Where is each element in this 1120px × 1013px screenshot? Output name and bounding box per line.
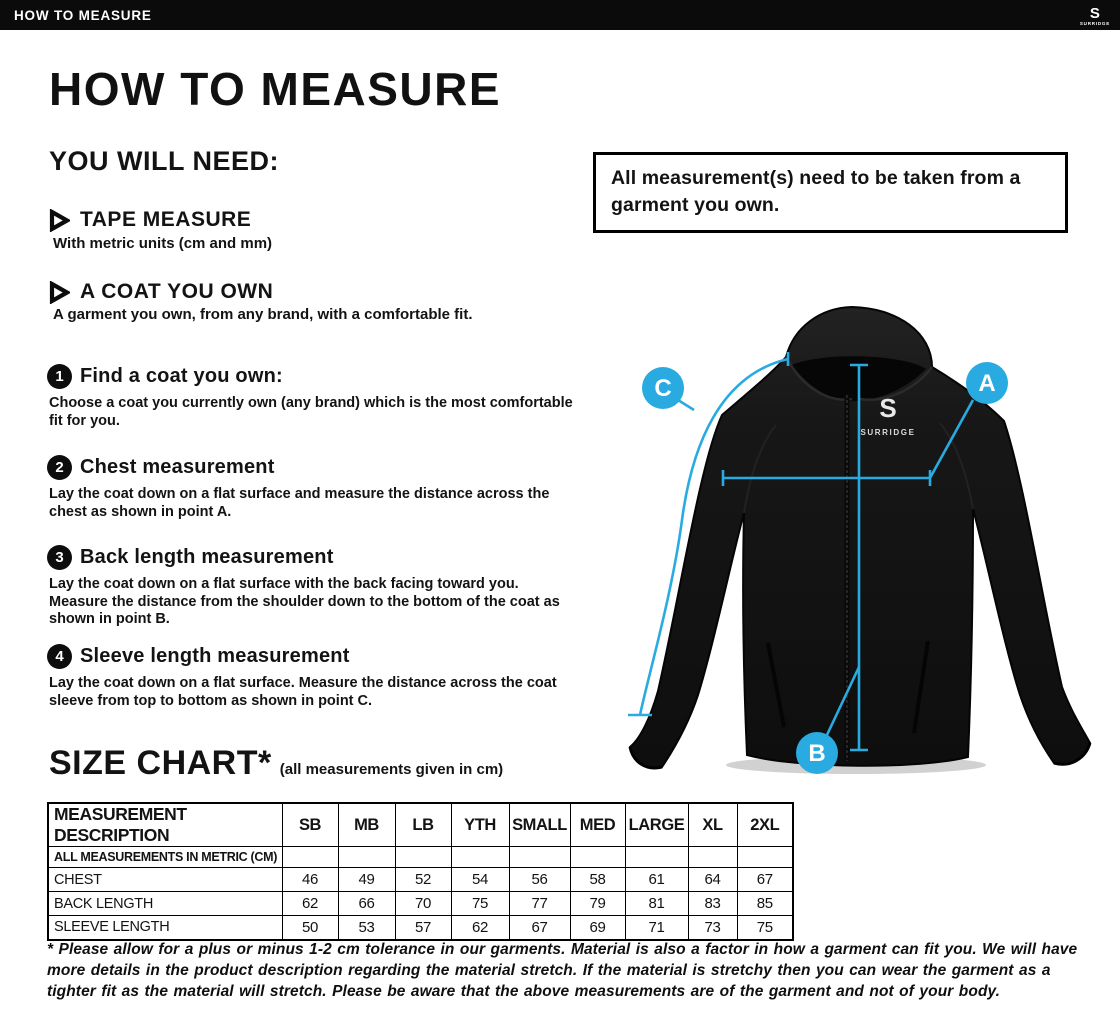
badge-b-label: B xyxy=(808,740,826,767)
size-chart-row xyxy=(48,916,793,940)
triangle-right-icon xyxy=(49,281,70,304)
measurement-value-cell: 64 xyxy=(688,868,737,892)
empty-cell xyxy=(688,847,737,868)
col-header-size: MED xyxy=(570,803,625,847)
measurement-value-cell: 52 xyxy=(395,868,451,892)
size-chart-table xyxy=(47,802,794,941)
empty-cell xyxy=(282,847,338,868)
step-title: Sleeve length measurement xyxy=(80,645,350,667)
size-chart-title: SIZE CHART* xyxy=(49,744,272,782)
triangle-right-icon xyxy=(49,209,70,232)
col-header-size: LARGE xyxy=(625,803,688,847)
step-description: Choose a coat you currently own (any brand) which is the most comfortable fit for you. xyxy=(49,395,573,429)
col-header-size: YTH xyxy=(451,803,509,847)
measurement-value-cell: 50 xyxy=(282,916,338,940)
page-title: HOW TO MEASURE xyxy=(49,63,502,115)
step-number-badge: 3 xyxy=(47,545,72,570)
step-description: Lay the coat down on a flat surface. Measure the distance across the coat sleeve from top to bottom as shown in point C. xyxy=(49,675,557,709)
measurement-value-cell: 70 xyxy=(395,892,451,916)
measurement-value-cell: 62 xyxy=(451,916,509,940)
measurement-value-cell: 67 xyxy=(737,868,793,892)
size-chart-row xyxy=(48,868,793,892)
measurement-value-cell: 66 xyxy=(338,892,395,916)
garment-logo-s-icon: S xyxy=(879,393,897,423)
size-chart-heading xyxy=(49,744,503,783)
step-3 xyxy=(47,545,579,629)
empty-cell xyxy=(451,847,509,868)
measurement-value-cell: 69 xyxy=(570,916,625,940)
measurement-value-cell: 49 xyxy=(338,868,395,892)
empty-cell xyxy=(570,847,625,868)
col-header-size: SMALL xyxy=(509,803,570,847)
size-chart-header-row xyxy=(48,803,793,847)
step-title: Back length measurement xyxy=(80,546,334,568)
surridge-s-icon: S xyxy=(1089,4,1100,22)
need-item-description: With metric units (cm and mm) xyxy=(53,235,273,252)
need-item-title: TAPE MEASURE xyxy=(80,208,252,231)
empty-cell xyxy=(338,847,395,868)
measurement-value-cell: 61 xyxy=(625,868,688,892)
measurement-label-cell: BACK LENGTH xyxy=(48,892,282,916)
col-header-size: XL xyxy=(688,803,737,847)
step-number-badge: 1 xyxy=(47,364,72,389)
step-1 xyxy=(47,364,579,430)
col-header-size: 2XL xyxy=(737,803,793,847)
step-4 xyxy=(47,644,579,710)
surridge-brand-text: SURRIDGE xyxy=(1079,20,1110,26)
measurement-value-cell: 57 xyxy=(395,916,451,940)
col-header-size: LB xyxy=(395,803,451,847)
step-title: Chest measurement xyxy=(80,456,275,478)
measurement-note-box: All measurement(s) need to be taken from a garment you own. xyxy=(593,152,1068,233)
measurement-value-cell: 71 xyxy=(625,916,688,940)
tolerance-disclaimer: * Please allow for a plus or minus 1-2 cm tolerance in our garments. Material is also a factor in how a garment can fit you. We will have more details in the product description regarding the material stretch. If the material is stretchy then you can wear the garment as a tighter fit as the material will stretch. Please be aware that the above measurements are of the garment and not of your body. xyxy=(47,941,1078,1000)
empty-cell xyxy=(395,847,451,868)
measurement-value-cell: 81 xyxy=(625,892,688,916)
metric-note-row xyxy=(48,847,793,868)
measurement-value-cell: 53 xyxy=(338,916,395,940)
measurement-value-cell: 85 xyxy=(737,892,793,916)
col-header-size: MB xyxy=(338,803,395,847)
need-item-description: A garment you own, from any brand, with a comfortable fit. xyxy=(53,306,473,323)
garment-logo-text: SURRIDGE xyxy=(860,428,916,437)
measurement-value-cell: 77 xyxy=(509,892,570,916)
col-header-description: MEASUREMENT DESCRIPTION xyxy=(48,803,282,847)
jacket-diagram-svg xyxy=(600,295,1120,795)
empty-cell xyxy=(737,847,793,868)
measurement-value-cell: 62 xyxy=(282,892,338,916)
measurement-value-cell: 75 xyxy=(737,916,793,940)
measurement-value-cell: 46 xyxy=(282,868,338,892)
jacket-measurement-diagram xyxy=(600,295,1120,795)
size-chart-row xyxy=(48,892,793,916)
empty-cell xyxy=(625,847,688,868)
empty-cell xyxy=(509,847,570,868)
c-pointer-line xyxy=(678,400,694,410)
top-bar xyxy=(0,0,1120,30)
measurement-value-cell: 56 xyxy=(509,868,570,892)
step-number-badge: 4 xyxy=(47,644,72,669)
badge-c-label: C xyxy=(654,375,672,402)
col-header-size: SB xyxy=(282,803,338,847)
top-bar-title: HOW TO MEASURE xyxy=(14,7,152,23)
measurement-value-cell: 73 xyxy=(688,916,737,940)
metric-note-cell: ALL MEASUREMENTS IN METRIC (CM) xyxy=(48,847,282,868)
measurement-value-cell: 83 xyxy=(688,892,737,916)
step-2 xyxy=(47,455,579,521)
measurement-value-cell: 79 xyxy=(570,892,625,916)
step-description: Lay the coat down on a flat surface with the back facing toward you. Measure the distance from the shoulder down to the bottom of the coat as shown in point B. xyxy=(49,576,560,627)
step-number-badge: 2 xyxy=(47,455,72,480)
you-will-need-heading: YOU WILL NEED: xyxy=(49,146,280,176)
measurement-label-cell: CHEST xyxy=(48,868,282,892)
need-item-coat xyxy=(49,280,472,323)
surridge-logo xyxy=(1080,6,1110,27)
measurement-value-cell: 75 xyxy=(451,892,509,916)
badge-a-label: A xyxy=(978,370,996,397)
measurement-label-cell: SLEEVE LENGTH xyxy=(48,916,282,940)
size-chart-subtitle: (all measurements given in cm) xyxy=(279,761,504,778)
step-title: Find a coat you own: xyxy=(80,365,283,387)
step-description: Lay the coat down on a flat surface and measure the distance across the chest as shown in point A. xyxy=(49,486,550,520)
measurement-value-cell: 67 xyxy=(509,916,570,940)
need-item-title: A COAT YOU OWN xyxy=(80,280,274,303)
measurement-value-cell: 54 xyxy=(451,868,509,892)
need-item-tape-measure xyxy=(49,208,272,252)
measurement-value-cell: 58 xyxy=(570,868,625,892)
